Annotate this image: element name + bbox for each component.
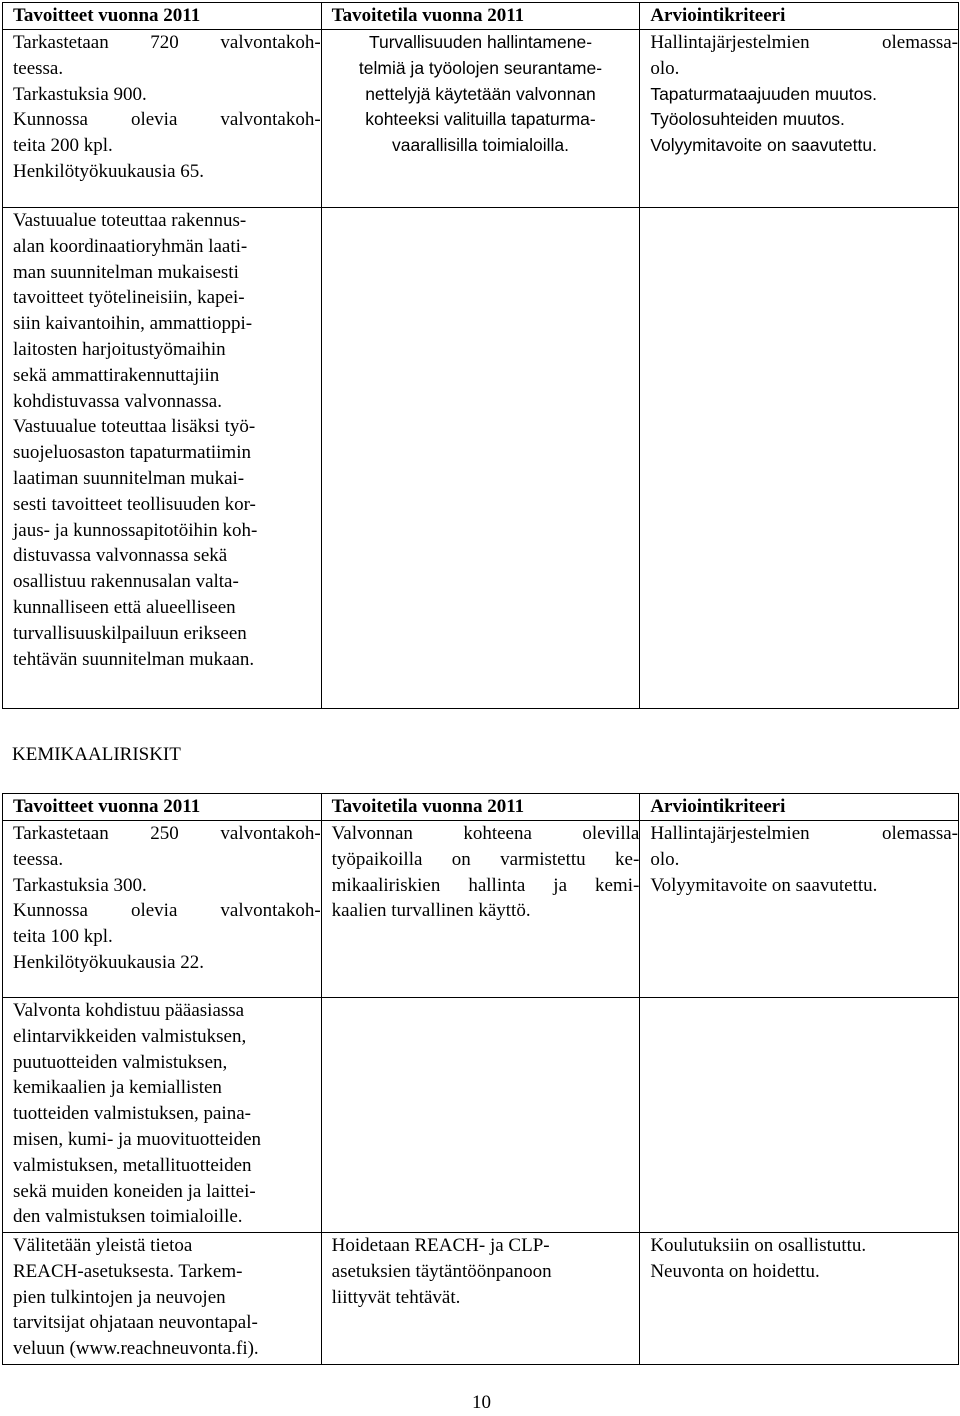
cell-line: Vastuualue toteuttaa rakennus- (13, 210, 247, 231)
table-header-row (3, 794, 959, 821)
header-target-state: Tavoitetila vuonna 2011 (321, 794, 640, 821)
cell-goals (3, 821, 322, 998)
cell-line: telmiä ja työolojen seurantame- (358, 57, 603, 78)
cell-line: Tarkastuksia 300. (13, 874, 147, 896)
cell-line: Valvonta kohdistuu pääasiassa (13, 1000, 245, 1021)
cell-line: vaarallisilla toimialoilla. (391, 135, 569, 156)
cell-line: Hallintajärjestelmien olemassa- (650, 32, 958, 53)
cell-line: olo. (650, 57, 680, 79)
header-goals: Tavoitteet vuonna 2011 (3, 3, 322, 30)
cell-line: Vastuualue toteuttaa lisäksi työ- (13, 416, 256, 438)
table-row (3, 208, 959, 709)
cell-line: distuvassa valvonnassa sekä (13, 545, 228, 567)
cell-line: Kunnossa olevia valvontakoh- (13, 109, 321, 131)
cell-line: tehtävän suunnitelman mukaan. (13, 648, 255, 670)
cell-goals (3, 208, 322, 709)
cell-line: työpaikoilla on varmistettu ke- (331, 848, 640, 870)
cell-line: Hoidetaan REACH- ja CLP- (331, 1235, 550, 1256)
header-goals: Tavoitteet vuonna 2011 (3, 794, 322, 821)
cell-line: Neuvonta on hoidettu. (650, 1260, 820, 1282)
cell-goals (3, 1233, 322, 1365)
header-evaluation-criteria: Arviointikriteeri (640, 3, 959, 30)
cell-target-state (321, 208, 640, 709)
cell-line: liittyvät tehtävät. (331, 1286, 461, 1308)
cell-line: jaus- ja kunnossapitotöihin koh- (13, 519, 258, 541)
cell-line: suojeluosaston tapaturmatiimin (13, 442, 251, 464)
cell-line: Kunnossa olevia valvontakoh- (13, 900, 321, 922)
cell-evaluation-criteria (640, 821, 959, 998)
cell-line: Tarkastetaan 250 valvontakoh- (13, 823, 321, 844)
cell-line: elintarvikkeiden valmistuksen, (13, 1025, 247, 1047)
cell-line: sekä muiden koneiden ja laittei- (13, 1180, 256, 1202)
cell-line: teita 200 kpl. (13, 135, 113, 157)
cell-target-state (321, 1233, 640, 1365)
cell-line: sesti tavoitteet teollisuuden kor- (13, 493, 256, 515)
header-evaluation-criteria: Arviointikriteeri (640, 794, 959, 821)
cell-line: REACH-asetuksesta. Tarkem- (13, 1260, 243, 1282)
cell-line: Tarkastetaan 720 valvontakoh- (13, 32, 321, 53)
cell-line: laatiman suunnitelman mukai- (13, 467, 245, 489)
cell-line: Turvallisuuden hallintamene- (368, 32, 593, 52)
cell-line: turvallisuuskilpailuun erikseen (13, 622, 247, 644)
cell-line: veluun (www.reachneuvonta.fi). (13, 1338, 259, 1360)
cell-line: nettelyjä käytetään valvonnan (365, 83, 596, 104)
header-target-state: Tavoitetila vuonna 2011 (321, 3, 640, 30)
cell-line: tavoitteet työtelineisiin, kapei- (13, 287, 245, 309)
cell-line: Työolosuhteiden muutos. (650, 109, 845, 130)
cell-line: Tarkastuksia 900. (13, 83, 147, 105)
cell-evaluation-criteria (640, 1233, 959, 1365)
cell-line: mikaaliriskien hallinta ja kemi- (331, 874, 640, 896)
cell-line: asetuksien täytäntöönpanoon (331, 1260, 552, 1282)
cell-evaluation-criteria (640, 30, 959, 208)
table-header-row (3, 3, 959, 30)
cell-line: kemikaalien ja kemiallisten (13, 1077, 222, 1099)
table-row (3, 998, 959, 1233)
cell-line: osallistuu rakennusalan valta- (13, 571, 239, 593)
cell-line: Tapaturmataajuuden muutos. (650, 83, 877, 104)
cell-line: teessa. (13, 848, 64, 870)
cell-line: man suunnitelman mukaisesti (13, 261, 239, 283)
cell-line: valmistuksen, metallituotteiden (13, 1154, 252, 1176)
page-number: 10 (472, 1392, 491, 1413)
cell-line: kohteeksi valituilla tapaturma- (365, 109, 596, 130)
cell-target-state (321, 821, 640, 998)
cell-line: Koulutuksiin on osallistuttu. (650, 1235, 867, 1256)
table-row (3, 821, 959, 998)
goals-table-occupational-safety (2, 2, 959, 709)
cell-line: Henkilötyökuukausia 65. (13, 160, 205, 182)
cell-line: Valvonnan kohteena olevilla (331, 823, 640, 844)
cell-line: Välitetään yleistä tietoa (13, 1235, 193, 1256)
cell-line: puutuotteiden valmistuksen, (13, 1051, 228, 1073)
cell-target-state (321, 30, 640, 208)
cell-target-state (321, 998, 640, 1233)
cell-line: olo. (650, 848, 680, 870)
cell-goals (3, 30, 322, 208)
goals-table-chemical-risks (2, 793, 959, 1365)
cell-line: siin kaivantoihin, ammattioppi- (13, 313, 253, 335)
cell-line: laitosten harjoitustyömaihin (13, 338, 226, 360)
cell-line: kaalien turvallinen käyttö. (331, 900, 531, 922)
cell-line: teessa. (13, 57, 64, 79)
cell-line: Henkilötyökuukausia 22. (13, 951, 205, 973)
cell-line: tarvitsijat ohjataan neuvontapal- (13, 1312, 258, 1334)
cell-line: Volyymitavoite on saavutettu. (650, 135, 877, 156)
cell-line: Hallintajärjestelmien olemassa- (650, 823, 958, 844)
cell-line: teita 100 kpl. (13, 926, 113, 948)
cell-line: kohdistuvassa valvonnassa. (13, 390, 222, 412)
table-row (3, 1233, 959, 1365)
section-title: KEMIKAALIRISKIT (12, 744, 181, 765)
table-row (3, 30, 959, 208)
cell-line: pien tulkintojen ja neuvojen (13, 1286, 226, 1308)
cell-line: misen, kumi- ja muovituotteiden (13, 1128, 262, 1150)
cell-line: sekä ammattirakennuttajiin (13, 364, 220, 386)
cell-line: alan koordinaatioryhmän laati- (13, 235, 248, 257)
cell-line: Volyymitavoite on saavutettu. (650, 874, 878, 896)
cell-goals (3, 998, 322, 1233)
cell-evaluation-criteria (640, 998, 959, 1233)
cell-line: den valmistuksen toimialoille. (13, 1206, 243, 1228)
cell-line: kunnalliseen että alueelliseen (13, 596, 236, 618)
cell-evaluation-criteria (640, 208, 959, 709)
cell-line: tuotteiden valmistuksen, paina- (13, 1103, 251, 1125)
